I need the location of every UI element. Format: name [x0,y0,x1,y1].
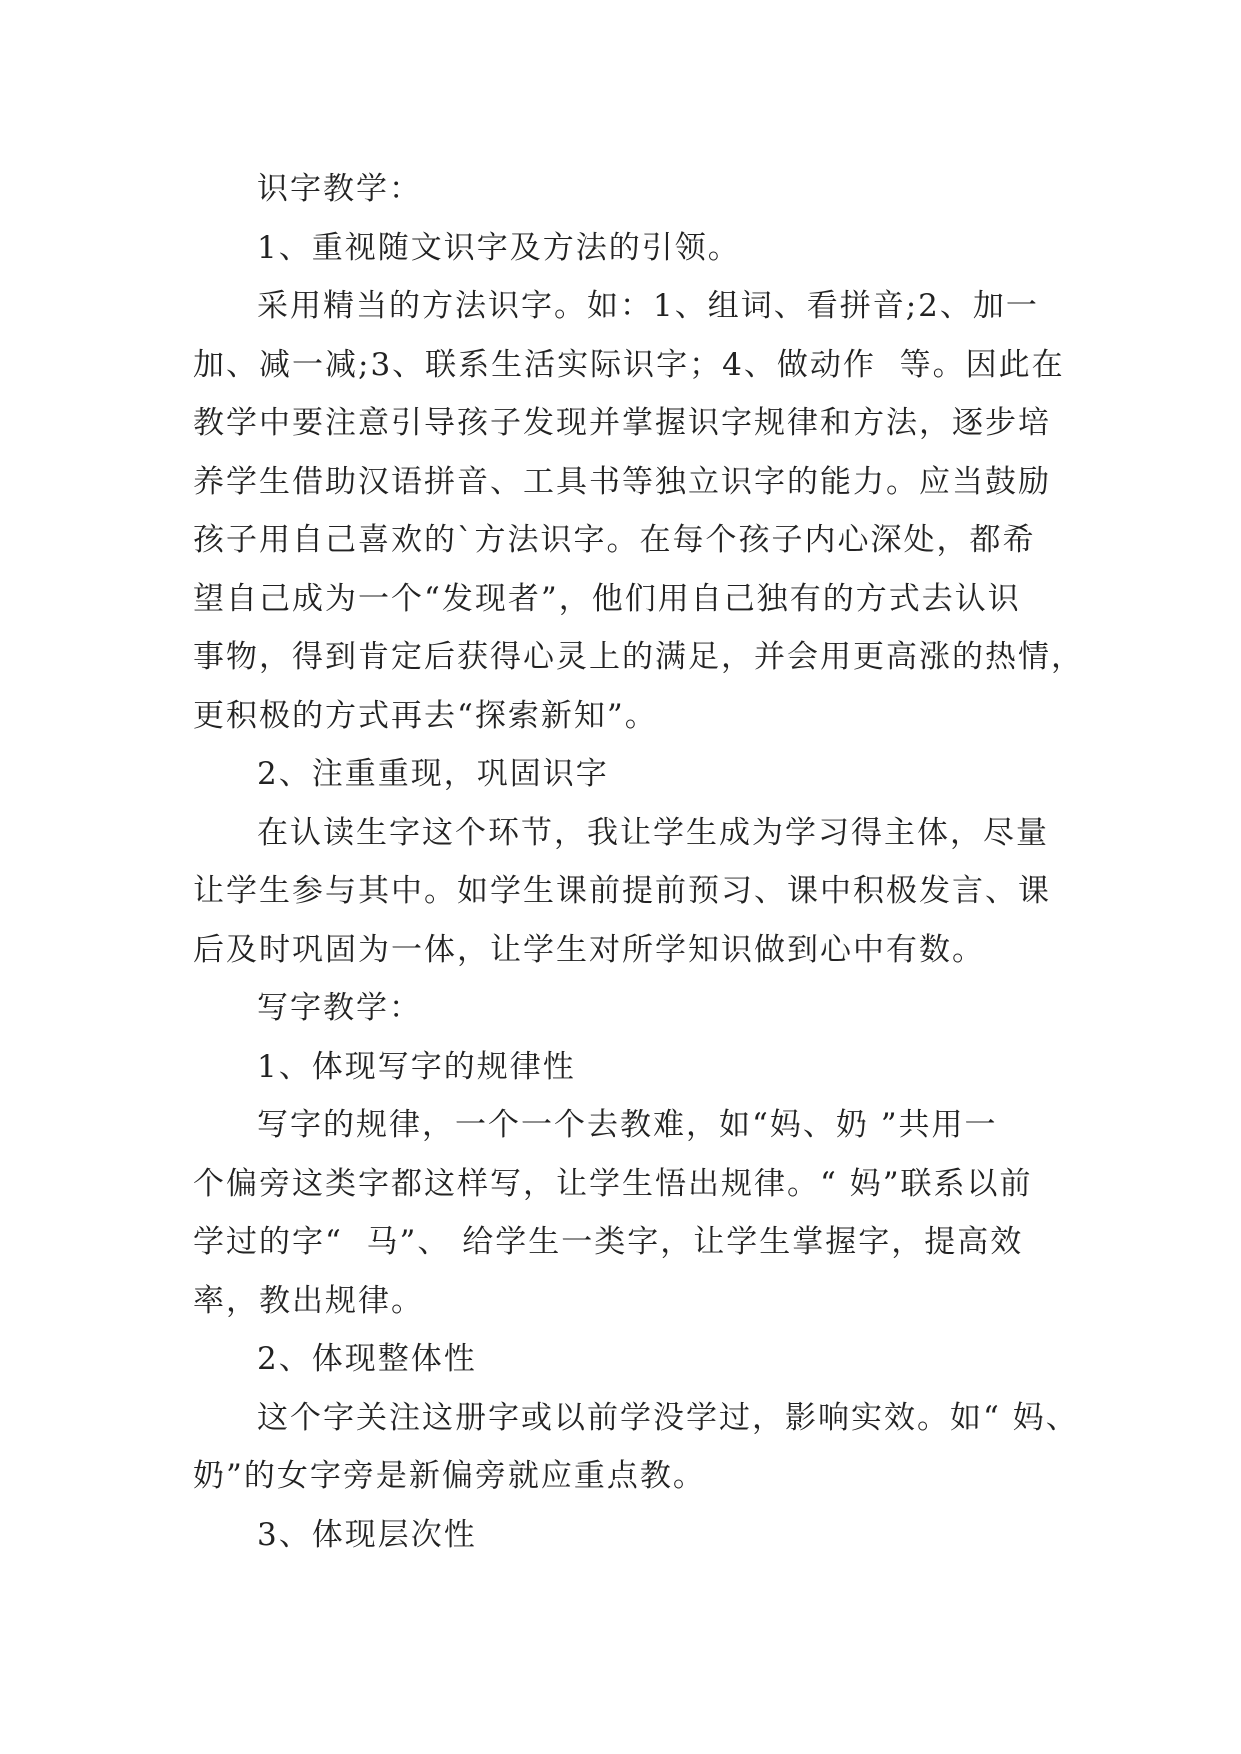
text-line: 更积极的方式再去“探索新知”。 [193,697,658,734]
text-line: 1、重视随文识字及方法的引领。 [257,229,741,266]
text-line: 让学生参与其中。如学生课前提前预习、课中积极发言、课 [193,873,1051,909]
heading-literacy-teaching [193,160,1053,219]
text-line: 这个字关注这册字或以前学没学过，影响实效。如“ 妈、 [257,1399,1079,1436]
text-line: 2、注重重现，巩固识字 [257,756,609,792]
document-body [193,160,1084,1564]
text-line: 奶”的女字旁是新偏旁就应重点教。 [193,1458,706,1494]
text-line: 在认读生字这个环节，我让学生成为学习得主体，尽量 [257,814,1049,851]
text-line: 学过的字“ 马”、 给学生一类字，让学生掌握字，提高效 [193,1224,1024,1260]
text-line: 率，教出规律。 [193,1282,424,1319]
subheading-1-contextual-literacy [193,219,1053,278]
paragraph-reading-new-words [193,804,1053,980]
text-line: 个偏旁这类字都这样写，让学生悟出规律。“ 妈”联系以前 [193,1165,1033,1202]
subheading-3-hierarchy [193,1506,1053,1565]
subheading-1-writing-regularity [193,1038,1053,1097]
subheading-2-wholeness [193,1330,1053,1389]
text-line: 写字教学： [257,990,422,1026]
heading-writing-teaching [193,979,1053,1038]
subheading-2-consolidate-literacy [193,745,1053,804]
paragraph-literacy-methods [193,277,1084,745]
text-line: 写字的规律，一个一个去教难，如“妈、奶 ”共用一 [257,1107,998,1143]
paragraph-wholeness [193,1389,1079,1506]
text-line: 3、体现层次性 [257,1516,477,1553]
text-line: 教学中要注意引导孩子发现并掌握识字规律和方法，逐步培 [193,405,1051,441]
text-line: 事物，得到肯定后获得心灵上的满足，并会用更高涨的热情， [193,639,1084,675]
text-line: 望自己成为一个“发现者”，他们用自己独有的方式去认识 [193,580,1021,617]
text-line: 孩子用自己喜欢的`方法识字。在每个孩子内心深处，都希 [193,522,1036,558]
text-line: 后及时巩固为一体，让学生对所学知识做到心中有数。 [193,931,985,968]
text-line: 1、体现写字的规律性 [257,1048,576,1085]
paragraph-writing-rules [193,1096,1053,1330]
text-line: 加、减一减;3、联系生活实际识字；4、做动作 等。因此在 [193,346,1065,383]
text-line: 识字教学： [257,171,422,207]
text-line: 养学生借助汉语拼音、工具书等独立识字的能力。应当鼓励 [193,463,1051,500]
text-line: 采用精当的方法识字。如：1、组词、看拼音;2、加一 [257,288,1039,324]
text-line: 2、体现整体性 [257,1341,477,1377]
